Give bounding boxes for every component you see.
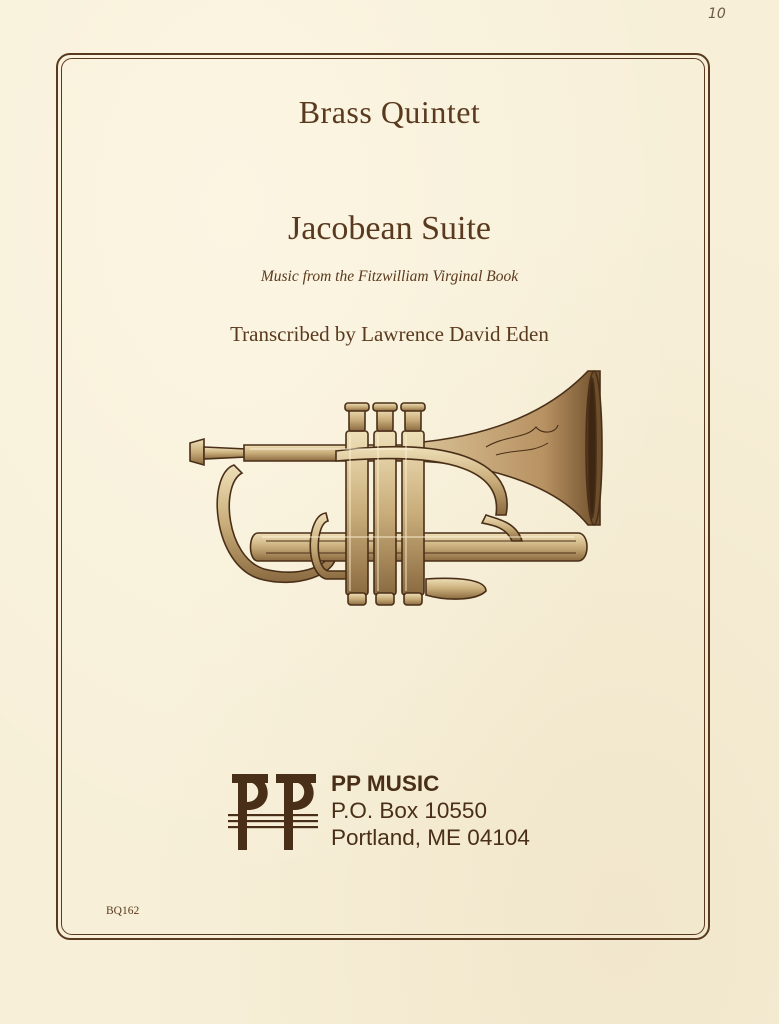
page-title: Jacobean Suite <box>288 210 491 247</box>
page-number-note: 10 <box>708 6 726 22</box>
catalog-code: BQ162 <box>106 905 140 917</box>
publisher-block <box>331 770 530 851</box>
transcriber-credit: Transcribed by Lawrence David Eden <box>230 322 549 346</box>
series-heading: Brass Quintet <box>298 94 481 130</box>
publisher-address-line1: P.O. Box 10550 <box>331 798 487 823</box>
publisher-logo <box>226 768 324 854</box>
publisher-name: PP MUSIC <box>331 771 440 796</box>
publisher-address-line2: Portland, ME 04104 <box>331 825 530 850</box>
subtitle: Music from the Fitzwilliam Virginal Book <box>260 268 519 285</box>
cornet-illustration <box>186 365 606 615</box>
